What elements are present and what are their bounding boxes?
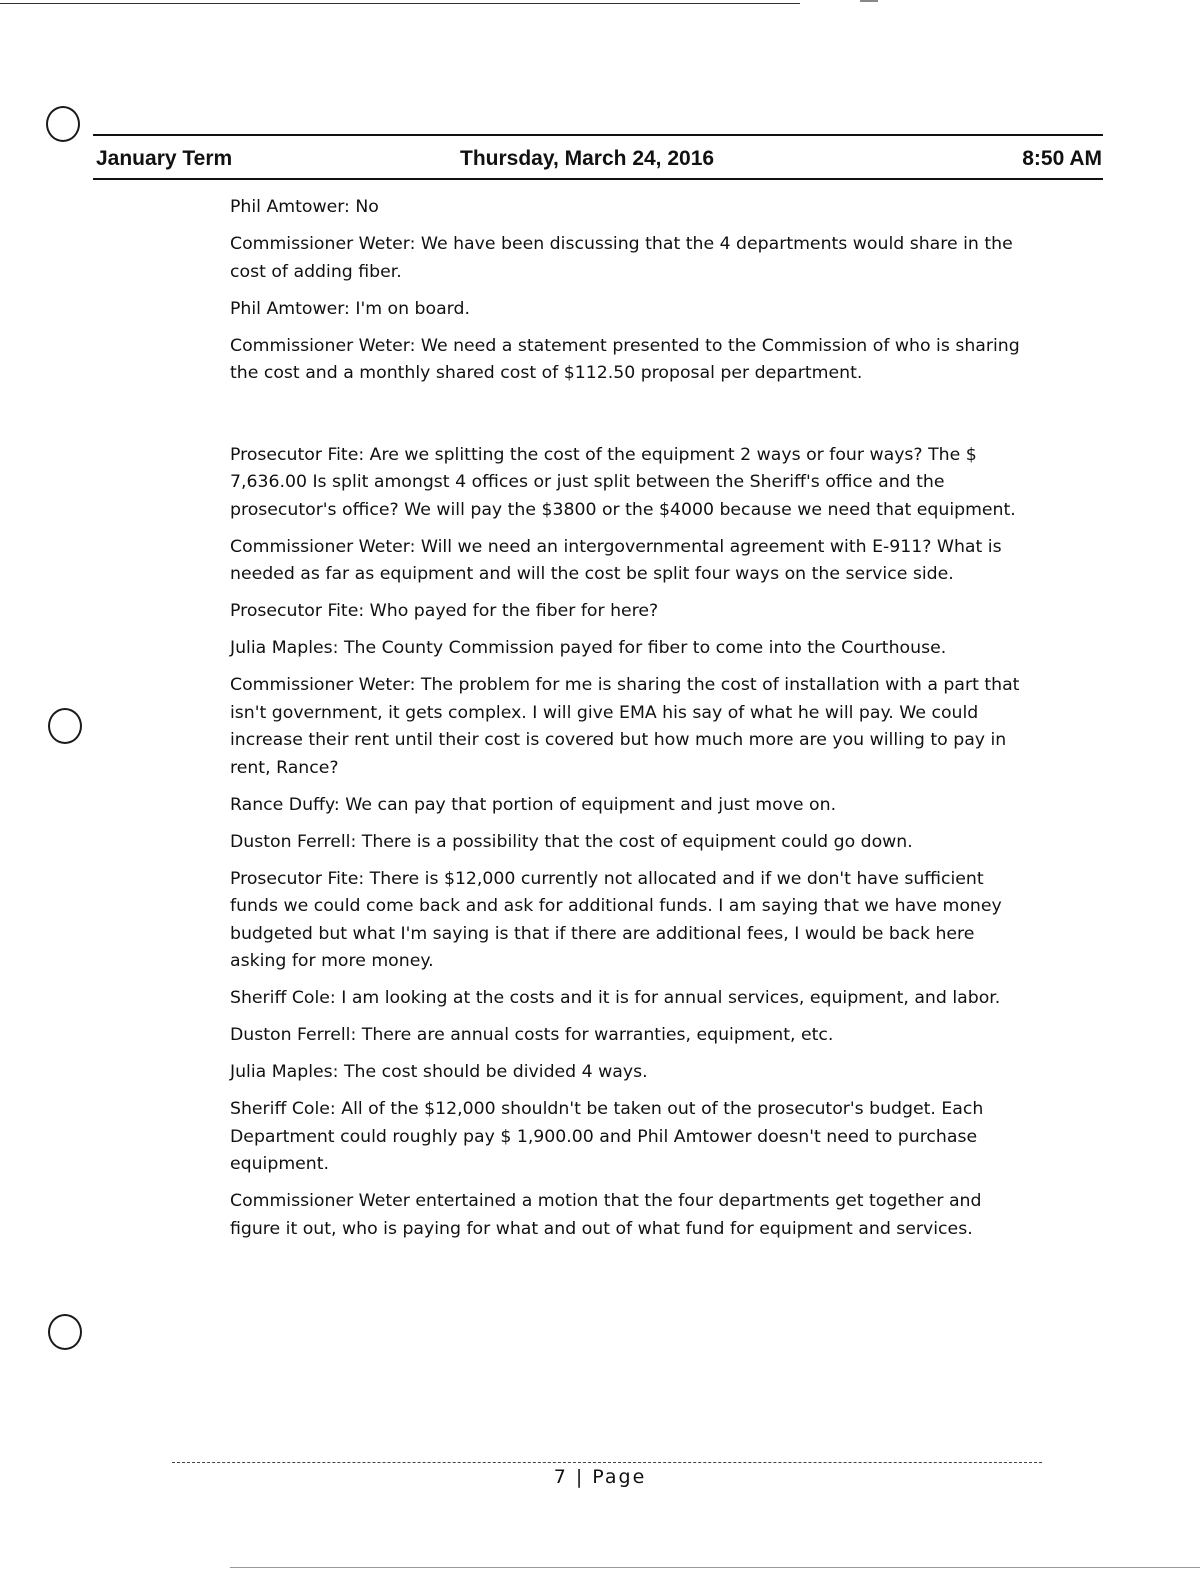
scan-bottom-rule: [230, 1567, 1200, 1568]
minutes-paragraph: Prosecutor Fite: Who payed for the fiber for here?: [230, 601, 659, 621]
footer-rule: [172, 1462, 1042, 1463]
minutes-paragraph: Duston Ferrell: There are annual costs for warranties, equipment, etc.: [230, 1025, 834, 1045]
punch-hole-middle: [48, 708, 82, 744]
header-bottom-rule: [93, 178, 1103, 180]
scan-top-rule: [0, 3, 800, 4]
minutes-paragraph: Commissioner Weter: Will we need an intergovernmental agreement with E-911? What is needed as far as equipment and will the cost be split four ways on the service side.: [230, 536, 1002, 584]
minutes-body: [230, 194, 1035, 1253]
header-term: January Term: [96, 147, 233, 170]
minutes-paragraph: Julia Maples: The County Commission payed for fiber to come into the Courthouse.: [230, 638, 947, 658]
page-number: 7 | Page: [553, 1466, 647, 1488]
minutes-paragraph: Phil Amtower: I'm on board.: [230, 298, 470, 319]
minutes-paragraph: Commissioner Weter entertained a motion that the four departments get together and figure it out, who is paying for what and out of what fund for equipment and services.: [230, 1191, 982, 1239]
punch-hole-bottom: [48, 1314, 82, 1350]
minutes-paragraph: Commissioner Weter: We have been discussing that the 4 departments would share in the cost of adding fiber.: [230, 234, 1013, 282]
minutes-paragraph: Commissioner Weter: We need a statement presented to the Commission of who is sharing the cost and a monthly shared cost of $112.50 proposal per department.: [230, 335, 1020, 383]
minutes-paragraph: Sheriff Cole: I am looking at the costs and it is for annual services, equipment, and labor.: [230, 988, 1001, 1008]
minutes-paragraph: Duston Ferrell: There is a possibility that the cost of equipment could go down.: [230, 831, 913, 852]
minutes-paragraph: Sheriff Cole: All of the $12,000 shouldn't be taken out of the prosecutor's budget. Each Department could roughly pay $ 1,900.00 and Phil Amtower doesn't need to purchase equipment.: [230, 1099, 984, 1174]
header-time: 8:50 AM: [1022, 147, 1102, 170]
header-date: Thursday, March 24, 2016: [460, 147, 715, 170]
minutes-paragraph: Julia Maples: The cost should be divided 4 ways.: [230, 1062, 648, 1082]
header-top-rule: [93, 134, 1103, 136]
scan-top-mark: [860, 0, 878, 2]
minutes-paragraph: Commissioner Weter: The problem for me is sharing the cost of installation with a part that isn't government, it gets complex. I will give EMA his say of what he will pay. We could increase their rent until their cost is covered but how much more are you willing to pay in rent, Rance?: [230, 675, 1020, 778]
minutes-paragraph: Phil Amtower: No: [230, 197, 379, 217]
minutes-paragraph: Prosecutor Fite: Are we splitting the cost of the equipment 2 ways or four ways? The $ 7,636.00 Is split amongst 4 offices or just split between the Sheriff's office and the prosecutor's office? We will pay the $3800 or the $4000 because we need that equipment.: [230, 444, 1016, 520]
punch-hole-top: [46, 106, 80, 142]
minutes-paragraph: Rance Duffy: We can pay that portion of equipment and just move on.: [230, 794, 837, 815]
minutes-paragraph: Prosecutor Fite: There is $12,000 currently not allocated and if we don't have sufficient funds we could come back and ask for additional funds. I am saying that we have money budgeted but what I'm saying is that if there are additional fees, I would be back here asking for more money.: [230, 868, 1002, 971]
